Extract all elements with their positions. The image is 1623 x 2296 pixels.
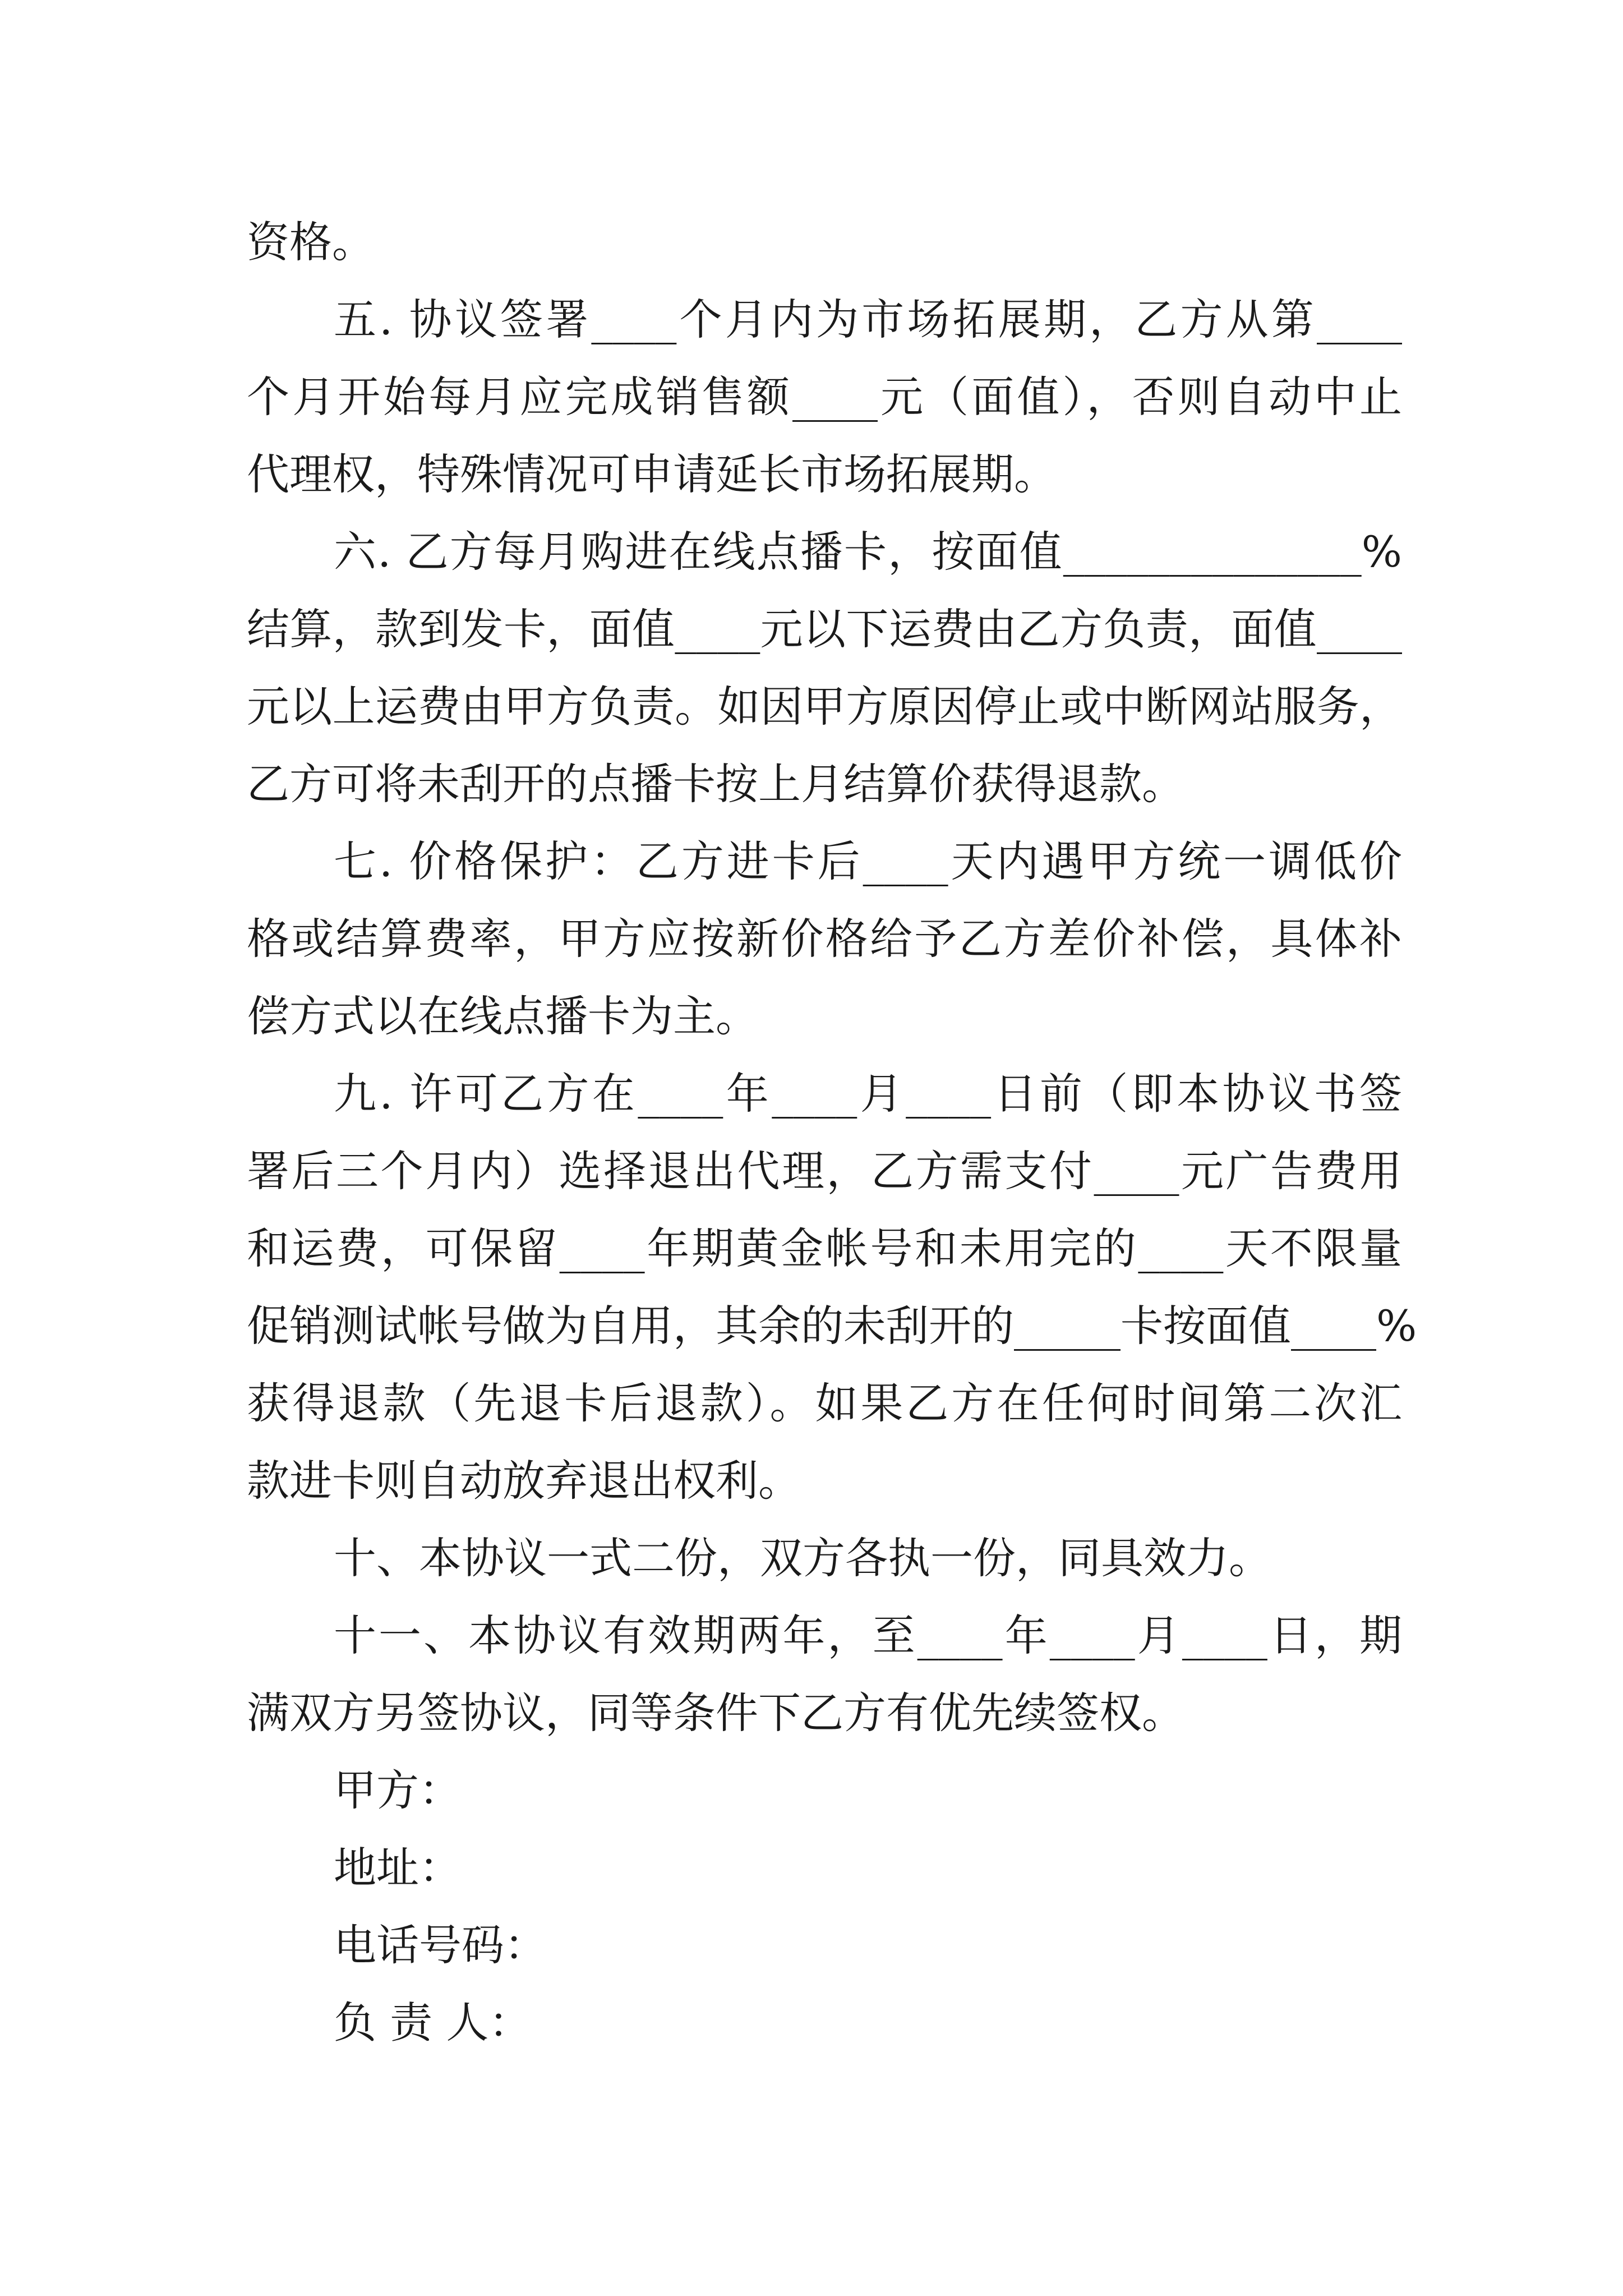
- text-line: 代理权，特殊情况可申请延长市场拓展期。: [247, 449, 1057, 499]
- text-line: 十一、本协议有效期两年，至____年____月____日，期: [334, 1611, 1402, 1660]
- text-line: 和运费，可保留____年期黄金帐号和未用完的____天不限量: [247, 1223, 1402, 1273]
- text-line: 结算，款到发卡，面值____元以下运费由乙方负责，面值____: [247, 604, 1402, 654]
- text-line: 促销测试帐号做为自用，其余的未刮开的_____卡按面值____%: [247, 1301, 1417, 1351]
- phone-label: 电话号码：: [334, 1920, 547, 1970]
- text-line: 七. 价格保护：乙方进卡后____天内遇甲方统一调低价: [334, 836, 1402, 886]
- party-a-label: 甲方：: [334, 1765, 462, 1815]
- text-line: 五. 协议签署____个月内为市场拓展期，乙方从第____: [334, 295, 1402, 344]
- text-line: 乙方可将未刮开的点播卡按上月结算价获得退款。: [247, 759, 1184, 809]
- address-label: 地址：: [334, 1843, 462, 1893]
- text-line: 元以上运费由甲方负责。如因甲方原因停止或中断网站服务，: [247, 682, 1402, 731]
- text-line: 十、本协议一式二份，双方各执一份，同具效力。: [334, 1533, 1271, 1583]
- text-line: 格或结算费率，甲方应按新价格给予乙方差价补偿，具体补: [247, 914, 1402, 964]
- text-line: 获得退款（先退卡后退款）。如果乙方在任何时间第二次汇: [247, 1378, 1402, 1428]
- text-line: 署后三个月内）选择退出代理，乙方需支付____元广告费用: [247, 1146, 1402, 1196]
- text-line: 款进卡则自动放弃退出权利。: [247, 1456, 801, 1506]
- text-line: 六. 乙方每月购进在线点播卡，按面值______________%: [334, 527, 1402, 577]
- text-line: 资格。: [247, 217, 375, 267]
- person-in-charge-label: 负 责 人：: [334, 1998, 532, 2047]
- text-line: 满双方另签协议，同等条件下乙方有优先续签权。: [247, 1688, 1184, 1738]
- text-line: 九. 许可乙方在____年____月____日前（即本协议书签: [334, 1069, 1402, 1119]
- text-line: 偿方式以在线点播卡为主。: [247, 991, 758, 1041]
- text-line: 个月开始每月应完成销售额____元（面值），否则自动中止: [247, 372, 1402, 422]
